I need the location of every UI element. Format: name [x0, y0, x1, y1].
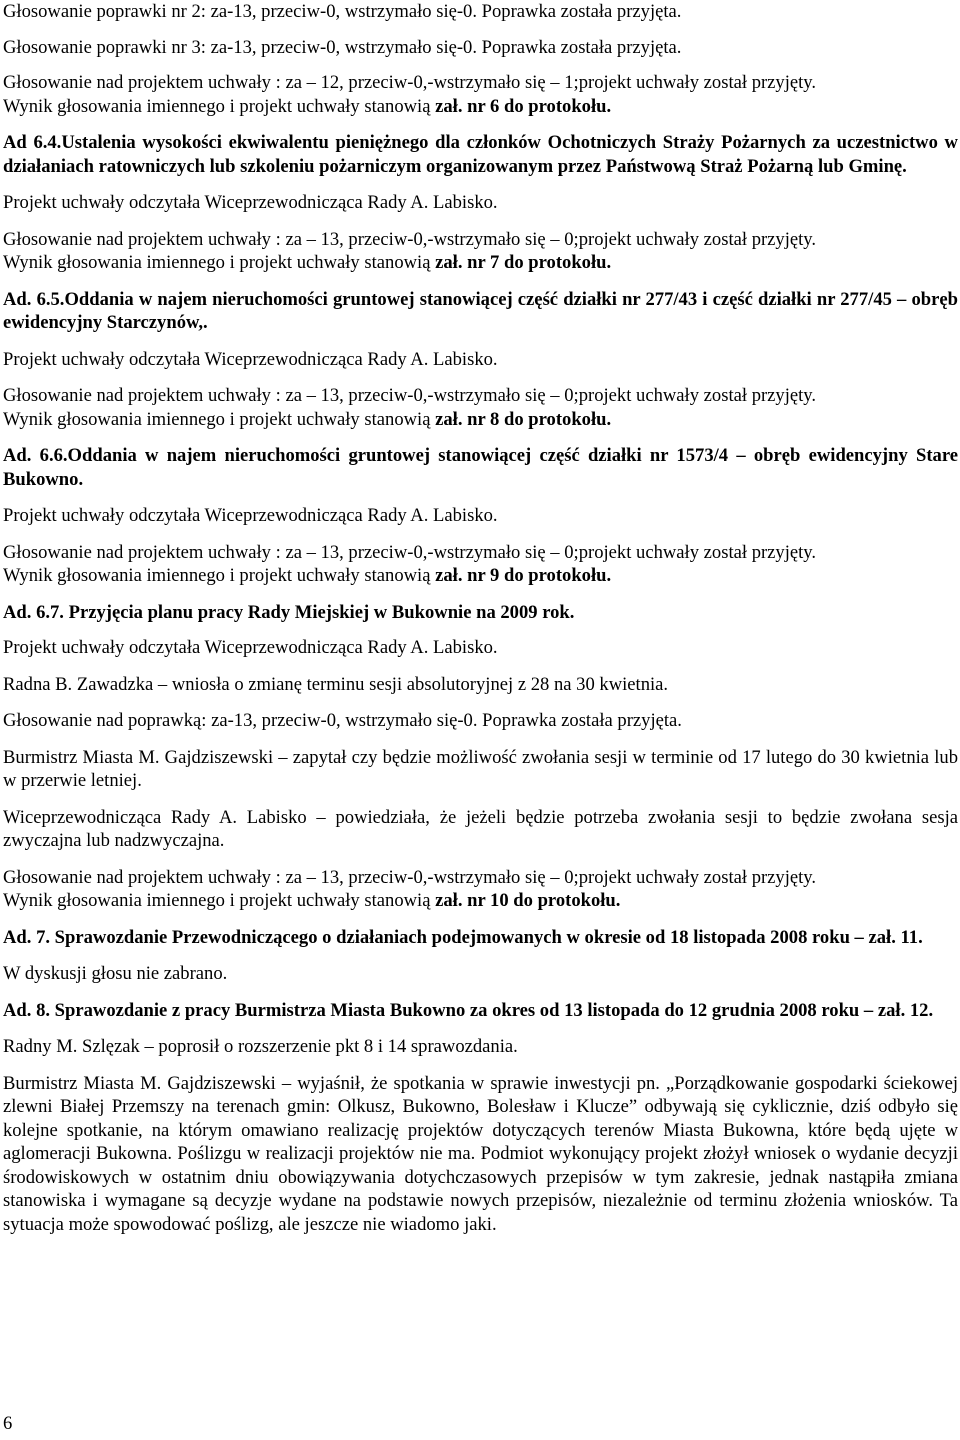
attachment-ref: zał. nr 9 do protokołu. [435, 565, 612, 586]
agenda-item-6-4: Ad 6.4.Ustalenia wysokości ekwiwalentu pieniężnego dla członków Ochotniczych Straży Pożarnych za uczestnictwo w działaniach ratowniczych lub szkoleniu pożarniczym organizowanym przez Państwową Straż Pożarną lub Gminę. [3, 132, 958, 177]
attachment-ref: zał. nr 7 do protokołu. [435, 252, 612, 273]
motion-zawadzka: Radna B. Zawadzka – wniosła o zmianę terminu sesji absolutoryjnej z 28 na 30 kwietnia. [3, 673, 669, 695]
reading-note-6-4: Projekt uchwały odczytała Wiceprzewodnicząca Rady A. Labisko. [3, 192, 498, 213]
vote-result-text: Wynik głosowania imiennego i projekt uchwały stanowią [3, 408, 436, 430]
reading-note-6-6: Projekt uchwały odczytała Wiceprzewodnicząca Rady A. Labisko. [3, 505, 498, 526]
page-number: 6 [3, 1413, 13, 1434]
agenda-item-6-7: Ad. 6.7. Przyjęcia planu pracy Rady Miejskiej w Bukownie na 2009 rok. [3, 601, 575, 623]
vote-resolution-6-3: Głosowanie nad projektem uchwały : za – 12, przeciw-0,-wstrzymało się – 1;projekt uchwały został przyjęty. [3, 72, 817, 93]
reading-note-6-7: Projekt uchwały odczytała Wiceprzewodnicząca Rady A. Labisko. [3, 637, 498, 658]
vote-amendment: Głosowanie nad poprawką: za-13, przeciw-0, wstrzymało się-0. Poprawka została przyjęta. [3, 710, 682, 731]
vote-result-6-3 [3, 95, 958, 119]
vote-result-text: Wynik głosowania imiennego i projekt uchwały stanowią [3, 252, 436, 273]
document-page [3, 0, 958, 1236]
agenda-item-8: Ad. 8. Sprawozdanie z pracy Burmistrza Miasta Bukowno za okres od 13 listopada do 12 grudnia 2008 roku – zał. 12. [3, 999, 934, 1021]
attachment-ref: zał. nr 10 do protokołu. [435, 890, 621, 911]
vote-result-6-4 [3, 251, 958, 275]
no-discussion-note: W dyskusji głosu nie zabrano. [3, 963, 228, 984]
vote-result-text: Wynik głosowania imiennego i projekt uchwały stanowią [3, 565, 436, 586]
agenda-item-6-6: Ad. 6.6.Oddania w najem nieruchomości gruntowej stanowiącej część działki nr 1573/4 – obręb ewidencyjny Stare Bukowno. [3, 445, 958, 490]
explanation-mayor: Burmistrz Miasta M. Gajdziszewski – wyjaśnił, że spotkania w sprawie inwestycji pn. „Porządkowanie gospodarki ściekowej zlewni Białej Przemszy na terenach gmin: Olkusz, Bukowno, Bolesław i Klucze” odbywają się cyklicznie, dziś odbyło się kolejne spotkanie, na którym omawiano realizację projektów dotyczących terenów Miasta Bukowna, które będą ujęte w aglomeracji Bukowna. Poślizgu w realizacji projektów nie ma. Podmiot wykonujący projekt złożył wniosek o wydanie decyzji środowiskowych w ostatnim dniu obowiązywania dotychczasowych przepisów w tym zakresie, jednak nastąpiła zmiana stanowiska i wymagane są decyzje wydane na podstawie nowych przepisów, niezależnie od terminu złożenia wniosków. Ta sytuacja może spowodować poślizg, ale jeszcze nie wiadomo jaki. [3, 1072, 958, 1235]
agenda-item-6-5: Ad. 6.5.Oddania w najem nieruchomości gruntowej stanowiącej część działki nr 277/43 i część działki nr 277/45 – obręb ewidencyjny Starczynów,. [3, 288, 958, 333]
vote-resolution-6-6: Głosowanie nad projektem uchwały : za – 13, przeciw-0,-wstrzymało się – 0;projekt uchwały został przyjęty. [3, 541, 817, 563]
vote-amendment-2: Głosowanie poprawki nr 2: za-13, przeciw-0, wstrzymało się-0. Poprawka została przyjęta. [3, 1, 682, 22]
question-mayor: Burmistrz Miasta M. Gajdziszewski – zapytał czy będzie możliwość zwołania sesji w terminie od 17 lutego do 30 kwietnia lub w przerwie letniej. [3, 746, 958, 791]
attachment-ref: zał. nr 6 do protokołu. [435, 95, 612, 117]
answer-vice-chair: Wiceprzewodnicząca Rady A. Labisko – powiedziała, że jeżeli będzie potrzeba zwołania sesji to będzie zwołana sesja zwyczajna lub nadzwyczajna. [3, 806, 958, 851]
request-szlezak: Radny M. Szlęzak – poprosił o rozszerzenie pkt 8 i 14 sprawozdania. [3, 1036, 518, 1057]
vote-result-text: Wynik głosowania imiennego i projekt uchwały stanowią [3, 890, 436, 911]
vote-result-text: Wynik głosowania imiennego i projekt uchwały stanowią [3, 95, 436, 117]
vote-result-6-7 [3, 889, 958, 913]
vote-resolution-6-5: Głosowanie nad projektem uchwały : za – 13, przeciw-0,-wstrzymało się – 0;projekt uchwały został przyjęty. [3, 385, 817, 406]
vote-result-6-6 [3, 564, 958, 588]
vote-result-6-5 [3, 408, 958, 432]
vote-amendment-3: Głosowanie poprawki nr 3: za-13, przeciw-0, wstrzymało się-0. Poprawka została przyjęta. [3, 36, 682, 58]
reading-note-6-5: Projekt uchwały odczytała Wiceprzewodnicząca Rady A. Labisko. [3, 348, 498, 370]
agenda-item-7: Ad. 7. Sprawozdanie Przewodniczącego o działaniach podejmowanych w okresie od 18 listopada 2008 roku – zał. 11. [3, 926, 923, 948]
attachment-ref: zał. nr 8 do protokołu. [435, 408, 612, 430]
vote-resolution-6-4: Głosowanie nad projektem uchwały : za – 13, przeciw-0,-wstrzymało się – 0;projekt uchwały został przyjęty. [3, 228, 817, 250]
vote-resolution-6-7: Głosowanie nad projektem uchwały : za – 13, przeciw-0,-wstrzymało się – 0;projekt uchwały został przyjęty. [3, 866, 817, 888]
